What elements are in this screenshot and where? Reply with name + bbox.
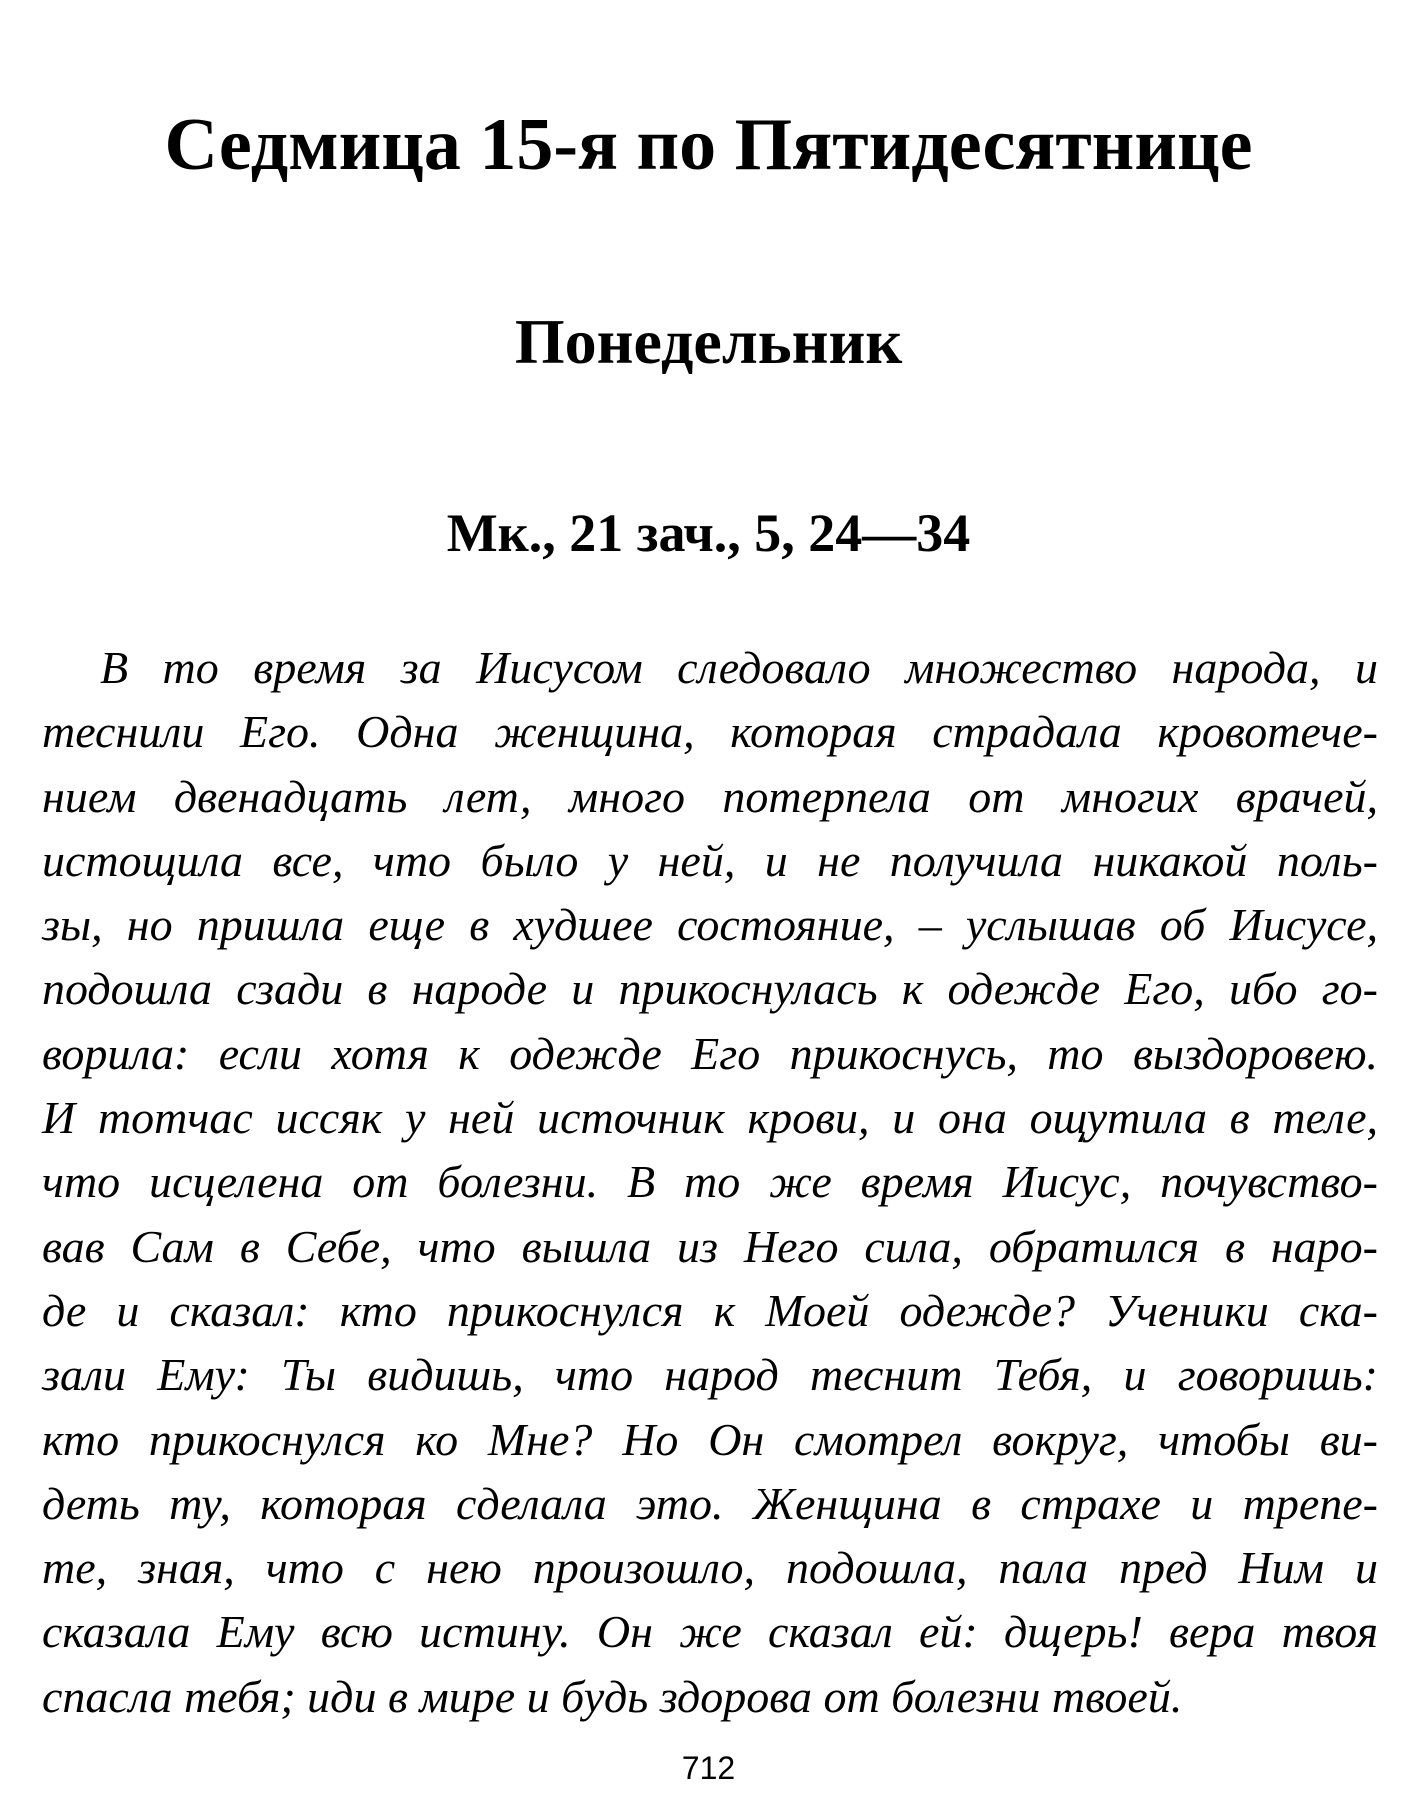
- text-line: зы, но пришла еще в худшее состояние, – услышав об Иисусе,: [42, 899, 1378, 951]
- text-line: ворила: если хотя к одежде Его прикоснусь, то выздоровею.: [42, 1027, 1378, 1079]
- text-line: де и сказал: кто прикоснулся к Моей одежде? Ученики ска-: [42, 1284, 1378, 1336]
- page-title: Седмица 15-я по Пятидесятнице: [164, 104, 1253, 186]
- day-heading: Понедельник: [514, 306, 903, 377]
- text-line: вав Сам в Себе, что вышла из Него сила, обратился в наро-: [42, 1220, 1378, 1272]
- text-line: В то время за Иисусом следовало множество народа, и: [100, 642, 1378, 693]
- text-line: спасла тебя; иди в мире и будь здорова от болезни твоей.: [42, 1670, 1183, 1722]
- text-line: зали Ему: Ты видишь, что народ теснит Тебя, и говоришь:: [42, 1349, 1378, 1401]
- text-line: что исцелена от болезни. В то же время Иисус, почувство-: [42, 1156, 1378, 1208]
- text-line: подошла сзади в народе и прикоснулась к одежде Его, ибо го-: [42, 963, 1378, 1015]
- page-number: 712: [681, 1750, 736, 1786]
- scripture-text: [42, 636, 1378, 1729]
- text-line: кто прикоснулся ко Мне? Но Он смотрел вокруг, чтобы ви-: [42, 1413, 1378, 1465]
- text-line: И тотчас иссяк у ней источник крови, и она ощутила в теле,: [42, 1092, 1378, 1144]
- text-line: истощила все, что было у ней, и не получила никакой поль-: [42, 834, 1378, 886]
- reading-reference: Мк., 21 зач., 5, 24—34: [446, 503, 971, 563]
- text-line: нием двенадцать лет, много потерпела от многих врачей,: [42, 770, 1378, 822]
- text-line: деть ту, которая сделала это. Женщина в страхе и трепе-: [42, 1477, 1378, 1529]
- text-line: те, зная, что с нею произошло, подошла, пала пред Ним и: [42, 1542, 1378, 1594]
- text-line: теснили Его. Одна женщина, которая страдала кровотече-: [42, 706, 1378, 758]
- text-line: сказала Ему всю истину. Он же сказал ей: дщерь! вера твоя: [42, 1606, 1378, 1658]
